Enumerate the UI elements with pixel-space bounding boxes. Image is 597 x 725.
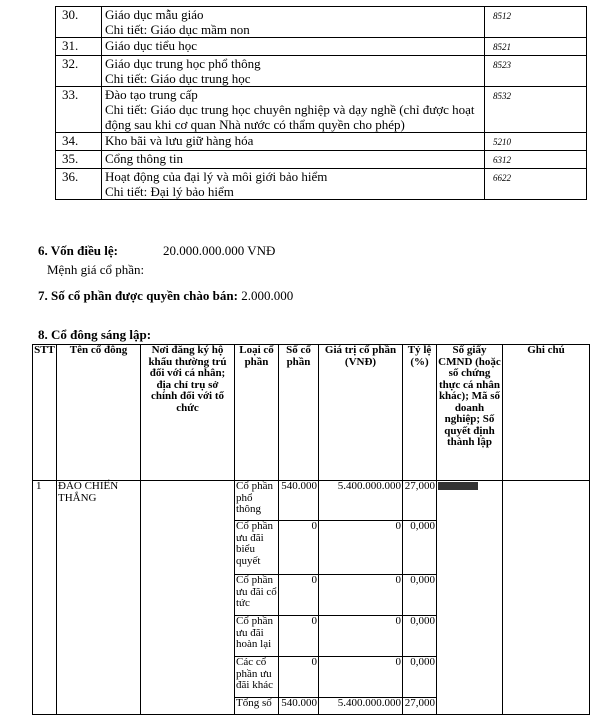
industry-line: Chi tiết: Đại lý bảo hiểm bbox=[105, 184, 234, 199]
stt-header: STT bbox=[33, 345, 57, 481]
par-value-label: Mệnh giá cổ phần: bbox=[47, 262, 145, 277]
industry-line: Chi tiết: Giáo dục trung học bbox=[105, 71, 251, 86]
founder-stt: 1 bbox=[33, 481, 57, 715]
share-ratio: 27,000 bbox=[403, 698, 437, 715]
ratio-header: Tỷ lệ (%) bbox=[403, 345, 437, 481]
industry-line: Kho bãi và lưu giữ hàng hóa bbox=[105, 133, 254, 148]
share-type: Các cổ phần ưu đãi khác bbox=[235, 657, 279, 698]
industry-code: 8521 bbox=[485, 38, 587, 56]
industry-stt: 30. bbox=[56, 7, 102, 38]
industry-row bbox=[56, 7, 587, 38]
industry-code: 8512 bbox=[485, 7, 587, 38]
share-value: 0 bbox=[319, 657, 403, 698]
address-header: Nơi đăng ký hộ khẩu thường trú đối với cá nhân; địa chỉ trụ sở chính đối với tổ chức bbox=[141, 345, 235, 481]
share-value: 5.400.000.000 bbox=[319, 481, 403, 521]
industry-code: 8532 bbox=[485, 87, 587, 133]
industry-name bbox=[102, 38, 485, 56]
industry-stt: 34. bbox=[56, 133, 102, 151]
industry-row bbox=[56, 151, 587, 169]
share-type: Tổng số bbox=[235, 698, 279, 715]
share-count: 0 bbox=[279, 657, 319, 698]
industry-stt: 32. bbox=[56, 56, 102, 87]
industry-line: Giáo dục trung học phổ thông bbox=[105, 56, 261, 71]
industry-name bbox=[102, 151, 485, 169]
industry-line: Cổng thông tin bbox=[105, 151, 184, 166]
industry-code: 6622 bbox=[485, 169, 587, 200]
share-type-header: Loại cổ phần bbox=[235, 345, 279, 481]
industry-line: Giáo dục tiểu học bbox=[105, 38, 198, 53]
industry-name bbox=[102, 169, 485, 200]
industry-stt: 35. bbox=[56, 151, 102, 169]
founder-name: ĐÀO CHIẾN THẮNG bbox=[57, 481, 141, 715]
id-number-header: Số giấy CMND (hoặc số chứng thực cá nhân khác); Mã số doanh nghiệp; Số quyết định thành lập bbox=[437, 345, 503, 481]
share-type: Cổ phần ưu đãi biểu quyết bbox=[235, 521, 279, 575]
industry-line: Hoạt động của đại lý và môi giới bảo hiểm bbox=[105, 169, 328, 184]
industry-stt: 31. bbox=[56, 38, 102, 56]
share-value: 0 bbox=[319, 616, 403, 657]
industry-row bbox=[56, 38, 587, 56]
shares-offered bbox=[38, 288, 293, 304]
founder-note bbox=[503, 481, 590, 715]
industry-name bbox=[102, 56, 485, 87]
note-header: Ghi chú bbox=[503, 345, 590, 481]
founders-table bbox=[32, 344, 590, 715]
industry-name bbox=[102, 87, 485, 133]
industry-stt: 36. bbox=[56, 169, 102, 200]
industry-table bbox=[55, 6, 587, 200]
industry-line: Chi tiết: Giáo dục trung học chuyên nghiệp và dạy nghề (chỉ được hoạt động sau khi cơ quan Nhà nước có thẩm quyền cho phép) bbox=[105, 102, 475, 132]
capital-value: 20.000.000.000 VNĐ bbox=[163, 243, 276, 258]
capital-label: 6. Vốn điều lệ: bbox=[38, 243, 118, 258]
share-count-header: Số cổ phần bbox=[279, 345, 319, 481]
industry-name bbox=[102, 133, 485, 151]
share-count: 540.000 bbox=[279, 698, 319, 715]
industry-code: 8523 bbox=[485, 56, 587, 87]
founder-id-number bbox=[437, 481, 503, 715]
industry-line: Đào tạo trung cấp bbox=[105, 87, 198, 102]
industry-line: Giáo dục mẫu giáo bbox=[105, 7, 204, 22]
share-count: 0 bbox=[279, 575, 319, 616]
industry-row bbox=[56, 133, 587, 151]
share-value-header: Giá trị cổ phần (VNĐ) bbox=[319, 345, 403, 481]
share-count: 0 bbox=[279, 521, 319, 575]
share-ratio: 0,000 bbox=[403, 575, 437, 616]
industry-stt: 33. bbox=[56, 87, 102, 133]
share-ratio: 0,000 bbox=[403, 657, 437, 698]
share-row bbox=[33, 481, 590, 521]
founders-title: 8. Cổ đông sáng lập: bbox=[38, 327, 152, 342]
industry-row bbox=[56, 56, 587, 87]
industry-row bbox=[56, 87, 587, 133]
share-value: 0 bbox=[319, 575, 403, 616]
share-count: 0 bbox=[279, 616, 319, 657]
share-ratio: 0,000 bbox=[403, 616, 437, 657]
industry-code: 6312 bbox=[485, 151, 587, 169]
shares-offered-value: 2.000.000 bbox=[241, 288, 294, 303]
industry-line: Chi tiết: Giáo dục mầm non bbox=[105, 22, 250, 37]
founder-address bbox=[141, 481, 235, 715]
share-count: 540.000 bbox=[279, 481, 319, 521]
industry-name bbox=[102, 7, 485, 38]
industry-code: 5210 bbox=[485, 133, 587, 151]
share-type: Cổ phần phổ thông bbox=[235, 481, 279, 521]
share-ratio: 0,000 bbox=[403, 521, 437, 575]
name-header: Tên cổ đông bbox=[57, 345, 141, 481]
redacted-id bbox=[438, 482, 478, 490]
shares-offered-label: 7. Số cổ phần được quyền chào bán: bbox=[38, 288, 238, 303]
share-value: 0 bbox=[319, 521, 403, 575]
share-type: Cổ phần ưu đãi cổ tức bbox=[235, 575, 279, 616]
share-type: Cổ phần ưu đãi hoàn lại bbox=[235, 616, 279, 657]
share-ratio: 27,000 bbox=[403, 481, 437, 521]
industry-row bbox=[56, 169, 587, 200]
share-value: 5.400.000.000 bbox=[319, 698, 403, 715]
